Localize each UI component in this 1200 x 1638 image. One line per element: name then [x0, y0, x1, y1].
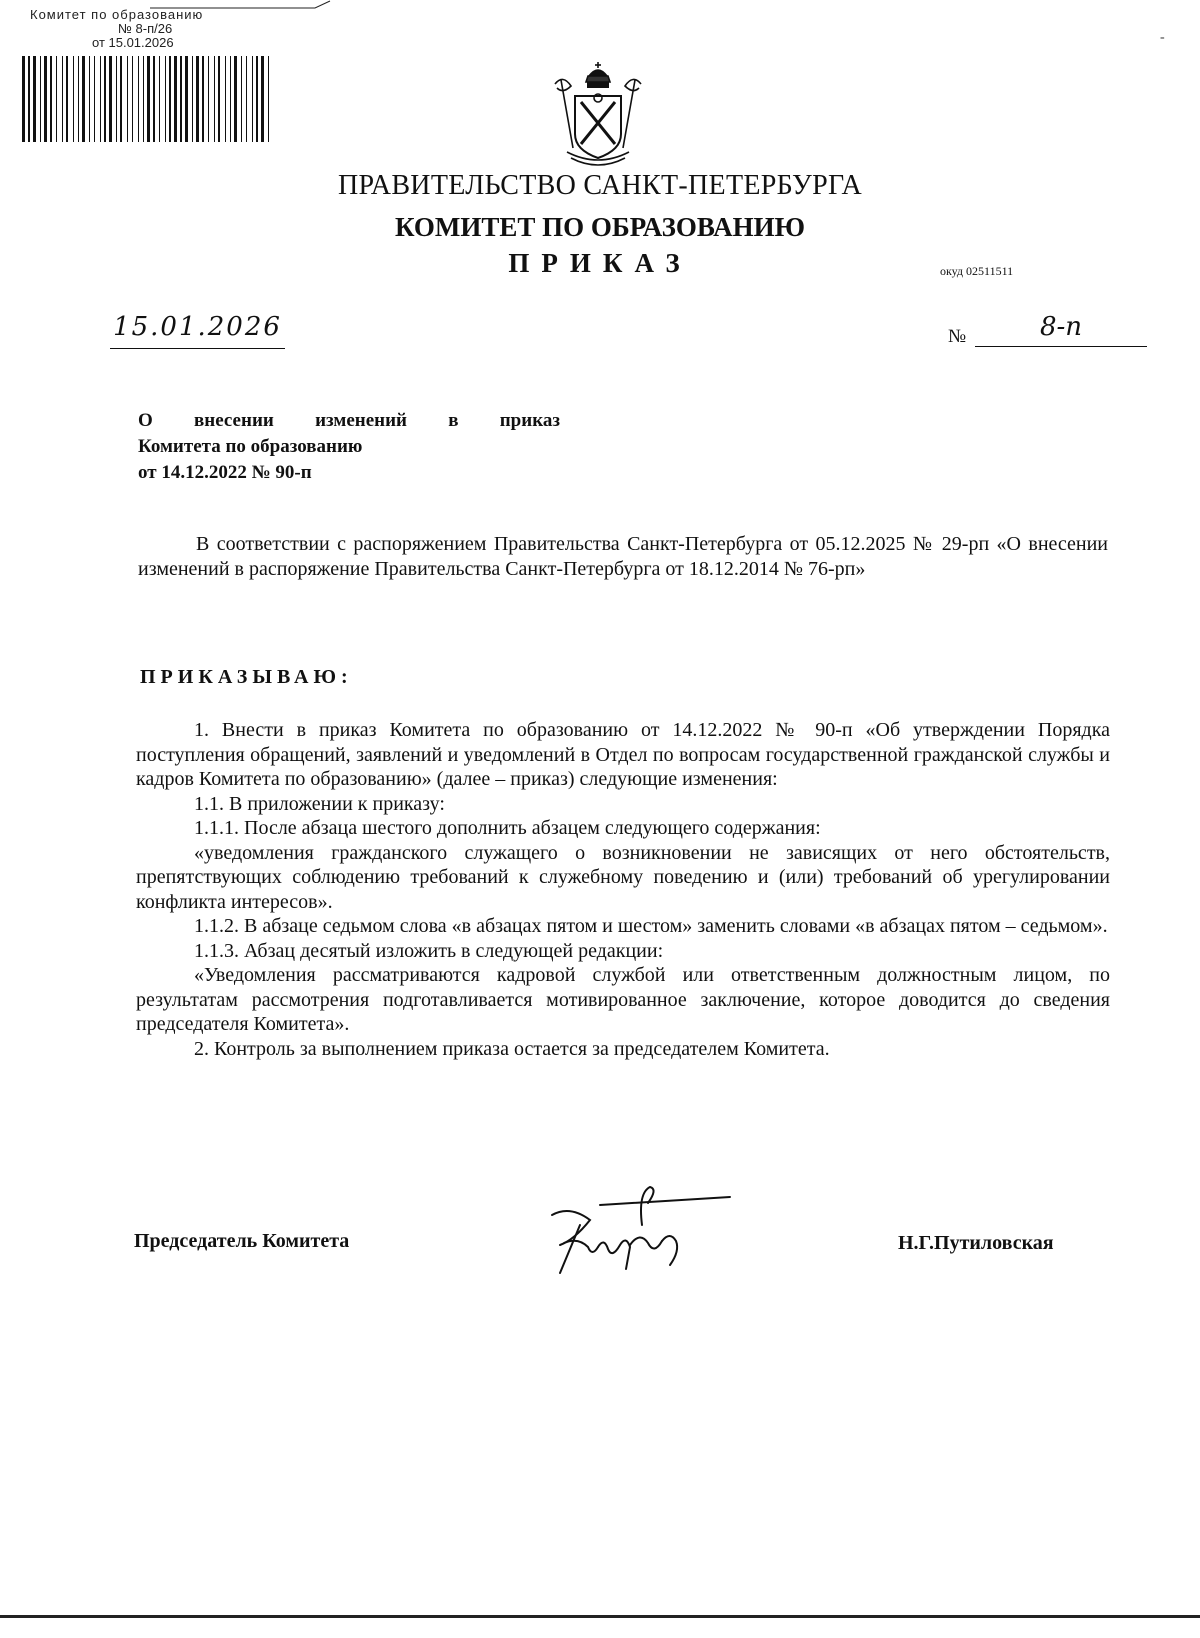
barcode-bar — [241, 56, 242, 142]
barcode-bar — [147, 56, 150, 142]
barcode-bar — [185, 56, 188, 142]
barcode-bar — [66, 56, 68, 142]
stamp-date: от 15.01.2026 — [92, 35, 174, 50]
barcode-bar — [165, 56, 166, 142]
title-line: О внесении изменений в приказ — [138, 410, 560, 431]
barcode-bar — [261, 56, 264, 142]
barcode-bar — [214, 56, 215, 142]
barcode-bar — [234, 56, 237, 142]
barcode-bar — [44, 56, 47, 142]
barcode-bar — [192, 56, 193, 142]
barcode-bar — [202, 56, 204, 142]
order-title — [138, 408, 560, 486]
barcode-bar — [256, 56, 258, 142]
legal-basis — [138, 532, 1108, 582]
barcode-bar — [159, 56, 160, 142]
scan-border — [0, 1615, 1200, 1618]
stamp-border — [150, 0, 340, 12]
barcode-bar — [94, 56, 95, 142]
barcode-bar — [225, 56, 226, 142]
order-directive: ПРИКАЗЫВАЮ: — [140, 666, 353, 688]
okud-code: окуд 02511511 — [940, 264, 1014, 278]
paragraph-1-1-3: 1.1.3. Абзац десятый изложить в следующей редакции: — [194, 939, 664, 962]
barcode-bar — [104, 56, 106, 142]
committee-heading: КОМИТЕТ ПО ОБРАЗОВАНИЮ — [394, 212, 806, 242]
barcode-bar — [127, 56, 128, 142]
registration-stamp — [30, 8, 330, 50]
barcode-bar — [73, 56, 74, 142]
government-heading: ПРАВИТЕЛЬСТВО САНКТ-ПЕТЕРБУРГА — [338, 170, 862, 201]
stamp-header: Комитет по образованию — [30, 7, 204, 22]
barcode-bar — [169, 56, 171, 142]
barcode-bar — [28, 56, 30, 142]
barcode-bar — [82, 56, 85, 142]
barcode-bar — [153, 56, 155, 142]
barcode-bar — [40, 56, 41, 142]
order-date: 15.01.2026 — [110, 312, 285, 349]
document-type: ПРИКАЗ — [508, 248, 692, 278]
paragraph-2: 2. Контроль за выполнением приказа остается за председателем Комитета. — [194, 1037, 830, 1060]
barcode-bar — [268, 56, 269, 142]
paragraph-quote-2: «Уведомления рассматриваются кадровой службой или ответственным должностным лицом, по результатам рассмотрения подготавливается мотивированное заключение, которое доводится до сведения председателя Комитета». — [136, 964, 1110, 1035]
barcode-bar — [116, 56, 117, 142]
basis-paragraph: В соответствии с распоряжением Правительства Санкт-Петербурга от 05.12.2025 № 29-рп «О внесении изменений в распоряжение Правительства Санкт-Петербурга от 18.12.2014 № 76-рп» — [138, 533, 1108, 580]
barcode-bar — [138, 56, 139, 142]
barcode-bar — [143, 56, 144, 142]
barcode-bar — [218, 56, 220, 142]
order-number: 8-п — [975, 312, 1147, 347]
barcode-bar — [33, 56, 36, 142]
barcode-bar — [89, 56, 90, 142]
barcode-bar — [62, 56, 63, 142]
barcode-bar — [132, 56, 133, 142]
edge-mark: - — [1160, 30, 1165, 45]
barcode-bar — [246, 56, 247, 142]
signatory-name: Н.Г.Путиловская — [898, 1232, 1054, 1254]
barcode-bar — [50, 56, 52, 142]
order-body — [136, 718, 1110, 1061]
barcode-bar — [78, 56, 79, 142]
paragraph-1: 1. Внести в приказ Комитета по образованию от 14.12.2022 № 90-п «Об утверждении Порядка поступления обращений, заявлений и уведомлений в Отдел по вопросам государственной гражданской службы и кадров Комитета по образованию» (далее – приказ) следующие изменения: — [136, 719, 1110, 790]
paragraph-1-1-2: 1.1.2. В абзаце седьмом слова «в абзацах пятом и шестом» заменить словами «в абзацах пятом – седьмом». — [194, 915, 1108, 937]
barcode-bar — [196, 56, 199, 142]
title-line: Комитета по образованию — [138, 436, 363, 457]
stamp-number: № 8-п/26 — [118, 21, 173, 36]
barcode-bar — [180, 56, 182, 142]
barcode-bar — [230, 56, 231, 142]
barcode-bar — [109, 56, 112, 142]
paragraph-1-1-1: 1.1.1. После абзаца шестого дополнить абзацем следующего содержания: — [194, 817, 821, 839]
barcode-bar — [22, 56, 25, 142]
order-number-label: № — [948, 326, 967, 347]
title-line: от 14.12.2022 № 90-п — [138, 462, 312, 483]
barcode — [20, 56, 275, 142]
signatory-position: Председатель Комитета — [134, 1230, 350, 1252]
coat-of-arms-emblem — [553, 62, 643, 168]
paragraph-quote-1: «уведомления гражданского служащего о возникновении не зависящих от него обстоятельств, препятствующих соблюдению требований к служебному поведению и (или) требований об урегулировании конфликта интересов». — [136, 841, 1110, 913]
barcode-bar — [252, 56, 253, 142]
barcode-bar — [100, 56, 101, 142]
barcode-bar — [56, 56, 57, 142]
barcode-bar — [120, 56, 122, 142]
barcode-bar — [208, 56, 209, 142]
paragraph-1-1: 1.1. В приложении к приказу: — [194, 792, 445, 815]
handwritten-signature — [530, 1185, 750, 1275]
barcode-bar — [174, 56, 177, 142]
